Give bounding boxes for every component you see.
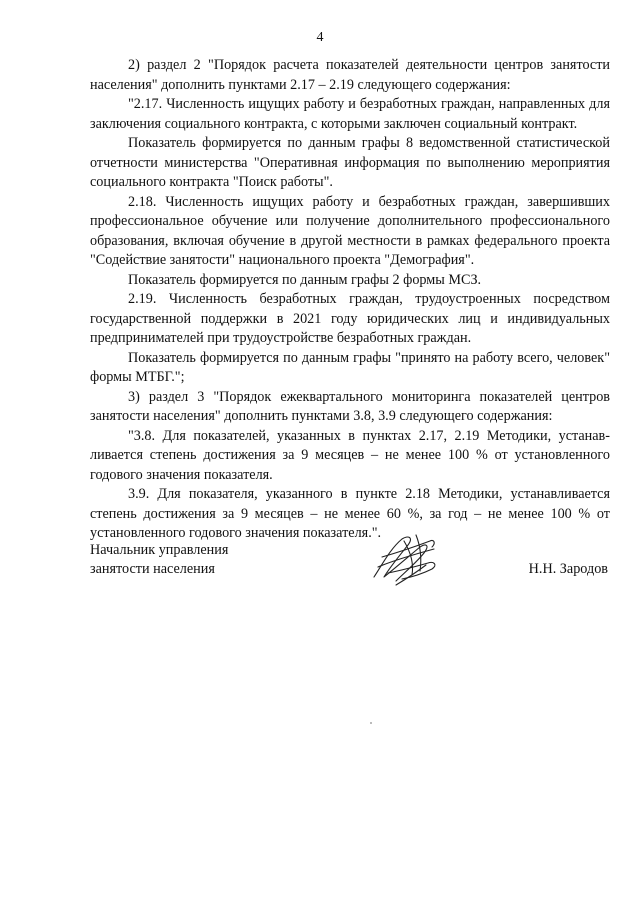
paragraph: Показатель формируется по данным графы "принято на работу всего, человек" формы МТБГ.";	[90, 349, 610, 385]
paragraph: Показатель формируется по данным графы 2 формы МСЗ.	[128, 271, 482, 288]
paragraph: 2) раздел 2 "Порядок расчета показателей деятельности центров занятости населения" дополнить пунктами 2.17 – 2.19 следующего содержания:	[90, 57, 610, 93]
paragraph: "3.8. Для показателей, указанных в пунктах 2.17, 2.19 Методики, устанавливается степень достижения за 9 месяцев – не менее 100 % от установленного годового значения показателя.	[90, 427, 610, 483]
paragraph: Показатель формируется по данным графы 8 ведомственной статистической отчетности министерства "Оперативная информация по выполнению мероприятия социального контракта "Поиск работы".	[90, 135, 610, 190]
paragraph: 3) раздел 3 "Порядок ежеквартального мониторинга показателей центров занятости населения" дополнить пунктами 3.8, 3.9 следующего содержания:	[90, 388, 610, 424]
paragraph: "2.17. Численность ищущих работу и безработных граждан, направленных для заключения социального контракта, с которыми заключен социальный контракт.	[90, 96, 610, 132]
signatory-title-line1: Начальник управления	[90, 542, 229, 558]
paragraph: 2.19. Численность безработных граждан, трудоустроенных посредством государственной поддержки в 2021 году юридических лиц и индивидуальных предпринимателей при трудоустройстве безработных граждан.	[90, 291, 610, 346]
signatory-name: Н.Н. Зародов	[528, 561, 608, 577]
paragraph: 3.9. Для показателя, указанного в пункте 2.18 Методики, устанавливается степень достижения за 9 месяцев – не менее 60 %, за год – не менее 100 % от установленного годового значения показателя.".	[90, 486, 610, 541]
paragraph: 2.18. Численность ищущих работу и безработных граждан, завершивших профессиональное обучение или получение дополнительного профессионального образования, включая обучение в другой местности в рамках федерального проекта "Содействие занятости" национального проекта "Демография".	[90, 193, 610, 268]
page-number: 4	[316, 30, 324, 45]
scan-dot	[370, 722, 372, 724]
signatory-title-line2: занятости населения	[90, 561, 215, 577]
handwritten-signature	[368, 527, 442, 589]
document-body	[90, 56, 610, 544]
signature-block	[90, 541, 610, 601]
